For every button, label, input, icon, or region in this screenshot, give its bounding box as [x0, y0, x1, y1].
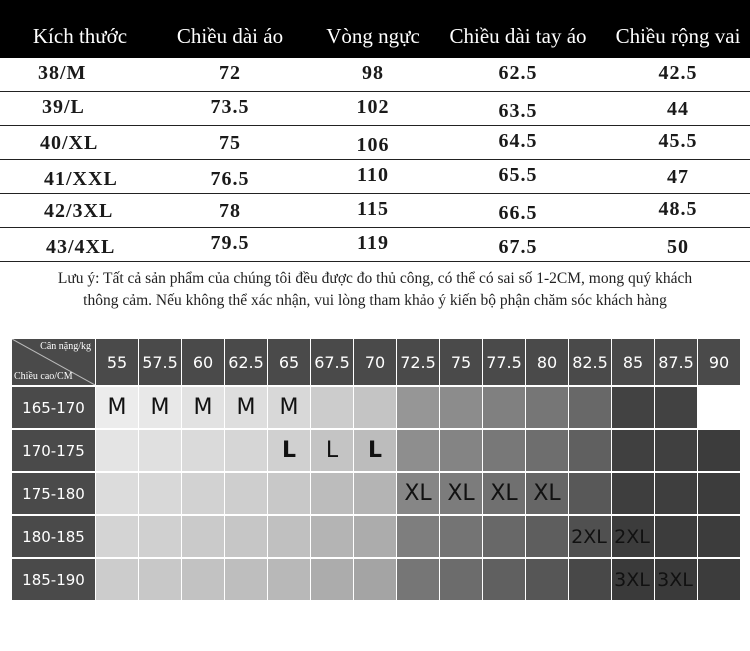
- size-grid-cell: [483, 516, 525, 557]
- size-grid-cell: [139, 559, 181, 600]
- recommended-size-label: XL: [447, 481, 475, 506]
- size-grid-cell: [698, 559, 740, 600]
- size-table-header-cell: Chiều dài tay áo: [449, 24, 587, 48]
- size-grid-cell: [225, 516, 267, 557]
- measurement-cell: 42.5: [658, 62, 698, 84]
- size-grid-cell: [96, 516, 138, 557]
- size-grid-cell: [440, 516, 482, 557]
- measurement-cell: 66.5: [498, 202, 538, 224]
- size-table-header-cell: Vòng ngực: [326, 24, 420, 48]
- grid-corner-header: [12, 339, 95, 385]
- size-grid-cell: [354, 559, 396, 600]
- recommended-size-label: M: [279, 395, 299, 420]
- measurement-cell: 65.5: [498, 164, 538, 186]
- weight-header-cell: 55: [96, 339, 138, 385]
- size-grid-cell: [655, 430, 697, 471]
- size-grid-cell: [612, 430, 654, 471]
- size-grid-cell: [397, 430, 439, 471]
- measurement-cell: 75: [219, 132, 241, 154]
- recommended-size-label: XL: [533, 481, 561, 506]
- weight-header-cell: 90: [698, 339, 740, 385]
- measurement-cell: 44: [667, 98, 689, 120]
- weight-header-cell: 67.5: [311, 339, 353, 385]
- recommended-size-label: M: [236, 395, 256, 420]
- size-grid-cell: [440, 559, 482, 600]
- size-grid-cell: [268, 473, 310, 514]
- size-grid-cell: [96, 430, 138, 471]
- note-line-2: thông cảm. Nếu không thể xác nhận, vui lòng tham khảo ý kiến bộ phận chăm sóc khách hàng: [83, 292, 667, 309]
- size-name-cell: 40/XL: [40, 132, 99, 154]
- measurement-cell: 73.5: [210, 96, 250, 118]
- size-grid-cell: [698, 430, 740, 471]
- recommended-size-label: 2XL: [571, 526, 607, 548]
- size-table-row: [0, 92, 750, 126]
- weight-header-cell: 65: [268, 339, 310, 385]
- size-table-row: [0, 228, 750, 262]
- measurement-cell: 110: [357, 164, 389, 186]
- size-grid-cell: [569, 387, 611, 428]
- measurement-note: [0, 268, 750, 312]
- height-range-cell: 170-175: [12, 430, 95, 471]
- measurement-cell: 45.5: [658, 130, 698, 152]
- size-grid-cell: [139, 473, 181, 514]
- weight-header-cell: 87.5: [655, 339, 697, 385]
- size-grid-cell: [311, 559, 353, 600]
- measurement-cell: 50: [667, 236, 689, 258]
- height-range-cell: 185-190: [12, 559, 95, 600]
- measurement-cell: 115: [357, 198, 389, 220]
- weight-header-cell: 77.5: [483, 339, 525, 385]
- size-grid-cell: [96, 559, 138, 600]
- measurement-cell: 47: [667, 166, 689, 188]
- size-table-row: [0, 194, 750, 228]
- weight-header-cell: 72.5: [397, 339, 439, 385]
- size-grid-cell: [526, 516, 568, 557]
- size-grid-cell: [612, 387, 654, 428]
- note-line-1: Lưu ý: Tất cả sản phẩm của chúng tôi đều được đo thủ công, có thể có sai số 1-2CM, mong quý khách: [57, 270, 693, 287]
- recommended-size-label: M: [150, 395, 170, 420]
- height-range-cell: 175-180: [12, 473, 95, 514]
- size-grid-cell: [268, 516, 310, 557]
- measurement-cell: 78: [219, 200, 241, 222]
- height-range-cell: 165-170: [12, 387, 95, 428]
- size-grid-cell: [569, 559, 611, 600]
- size-table-header-cell: Kích thước: [32, 24, 128, 48]
- size-grid-cell: [311, 473, 353, 514]
- size-grid-cell: [483, 430, 525, 471]
- size-grid-cell: [440, 387, 482, 428]
- size-grid-cell: [397, 387, 439, 428]
- size-grid-cell: [569, 430, 611, 471]
- size-grid-cell: [182, 430, 224, 471]
- measurement-cell: 62.5: [498, 62, 538, 84]
- height-range-cell: 180-185: [12, 516, 95, 557]
- size-name-cell: 39/L: [42, 96, 85, 118]
- size-grid-cell: [225, 473, 267, 514]
- size-grid-cell: [139, 430, 181, 471]
- size-name-cell: 43/4XL: [46, 236, 116, 258]
- weight-header-cell: 70: [354, 339, 396, 385]
- recommended-size-label: M: [193, 395, 213, 420]
- size-table-header-cell: Chiều rộng vai: [615, 24, 741, 48]
- size-grid-cell: [311, 387, 353, 428]
- size-grid-cell: [311, 516, 353, 557]
- measurement-cell: 119: [357, 232, 389, 254]
- size-grid-cell: [526, 559, 568, 600]
- size-grid-cell: [397, 516, 439, 557]
- size-grid-cell: [225, 559, 267, 600]
- recommended-size-label: L: [367, 438, 383, 463]
- height-axis-label: Chiều cao/CM: [14, 371, 73, 382]
- recommended-size-label: 3XL: [614, 569, 650, 591]
- measurement-cell: 48.5: [658, 198, 698, 220]
- recommended-size-label: 2XL: [614, 526, 650, 548]
- measurement-cell: 102: [356, 96, 390, 118]
- weight-header-cell: 60: [182, 339, 224, 385]
- size-grid-cell: [655, 516, 697, 557]
- size-grid-cell: [569, 473, 611, 514]
- measurement-cell: 76.5: [210, 168, 250, 190]
- size-grid-cell: [182, 516, 224, 557]
- size-name-cell: 38/M: [38, 62, 87, 84]
- recommended-size-label: M: [107, 395, 127, 420]
- size-grid-cell: [655, 387, 697, 428]
- measurement-cell: 79.5: [210, 232, 250, 254]
- measurement-cell: 67.5: [498, 236, 538, 258]
- measurement-cell: 63.5: [498, 100, 538, 122]
- size-grid-cell: [698, 473, 740, 514]
- weight-header-cell: 82.5: [569, 339, 611, 385]
- size-grid-cell: [354, 387, 396, 428]
- weight-header-cell: 57.5: [139, 339, 181, 385]
- size-grid-cell: [698, 516, 740, 557]
- size-table-row: [0, 160, 750, 194]
- recommended-size-label: L: [325, 438, 339, 463]
- measurement-cell: 72: [219, 62, 241, 84]
- size-grid-cell: [483, 559, 525, 600]
- size-grid-cell: [225, 430, 267, 471]
- measurement-cell: 98: [362, 62, 384, 84]
- size-grid-cell: [268, 559, 310, 600]
- measurement-cell: 64.5: [498, 130, 538, 152]
- recommended-size-label: L: [281, 438, 297, 463]
- size-grid-cell: [397, 559, 439, 600]
- size-grid-cell: [139, 516, 181, 557]
- size-table-row: [0, 126, 750, 160]
- size-name-cell: 41/XXL: [44, 168, 118, 190]
- measurement-cell: 106: [356, 134, 390, 156]
- weight-header-cell: 80: [526, 339, 568, 385]
- recommended-size-label: XL: [404, 481, 432, 506]
- size-table-header-cell: Chiều dài áo: [176, 24, 284, 48]
- size-grid-cell: [526, 387, 568, 428]
- recommended-size-label: XL: [490, 481, 518, 506]
- row-divider: [0, 261, 750, 262]
- weight-header-cell: 62.5: [225, 339, 267, 385]
- weight-header-cell: 75: [440, 339, 482, 385]
- size-grid-cell: [182, 559, 224, 600]
- size-table-row: [0, 58, 750, 92]
- recommended-size-label: 3XL: [657, 569, 693, 591]
- size-grid-cell: [526, 430, 568, 471]
- size-grid-cell: [440, 430, 482, 471]
- size-grid-cell: [96, 473, 138, 514]
- size-grid-cell: [655, 473, 697, 514]
- weight-header-cell: 85: [612, 339, 654, 385]
- size-grid-cell: [354, 473, 396, 514]
- size-grid-cell: [612, 473, 654, 514]
- size-grid-cell: [182, 473, 224, 514]
- size-name-cell: 42/3XL: [44, 200, 114, 222]
- size-grid-cell: [483, 387, 525, 428]
- size-grid-cell: [354, 516, 396, 557]
- weight-axis-label: Cân nặng/kg: [40, 341, 91, 352]
